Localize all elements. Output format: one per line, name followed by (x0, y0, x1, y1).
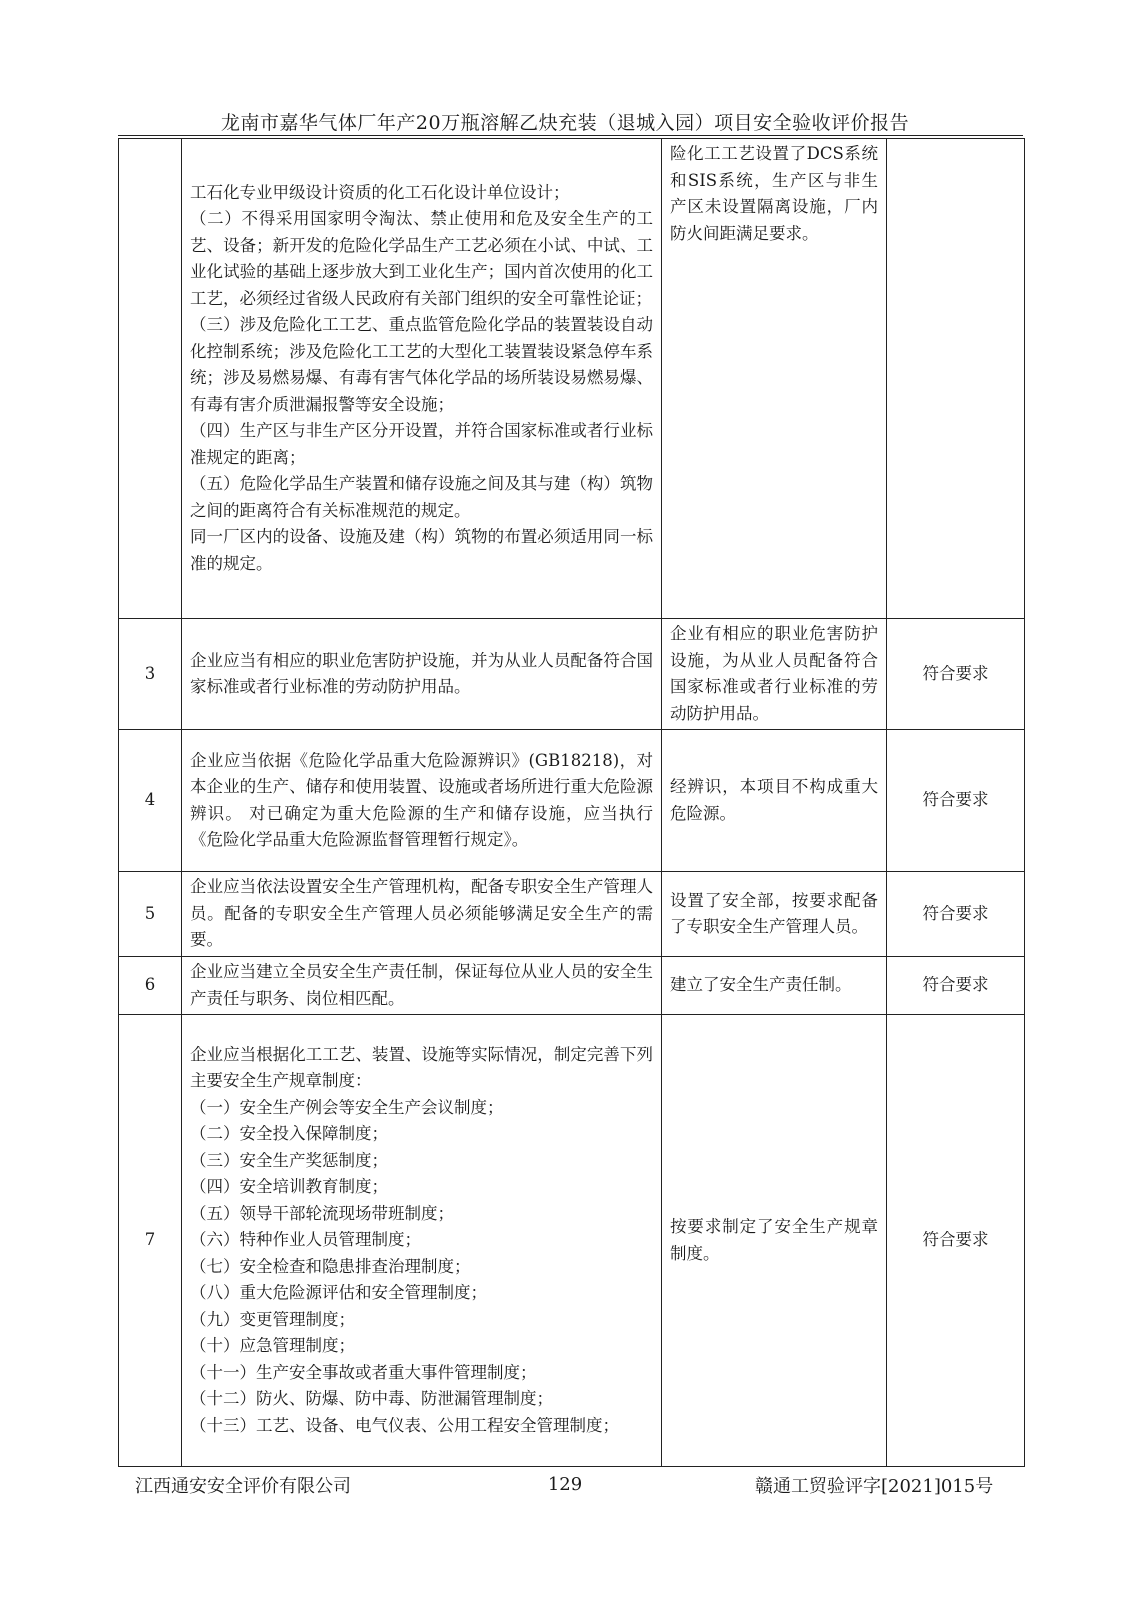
fact-text: 险化工工艺设置了DCS系统和SIS系统，生产区与非生产区未设置隔离设施，厂内防火间距满足要求。 (670, 144, 878, 243)
row-number: 5 (119, 872, 182, 957)
requirement-text: （十二）防火、防爆、防中毒、防泄漏管理制度； (190, 1389, 553, 1409)
requirement-text: 企业应当依法设置安全生产管理机构，配备专职安全生产管理人员。配备的专职安全生产管理人员必须能够满足安全生产的需要。 (190, 877, 653, 950)
table-row (119, 139, 1025, 619)
row-number: 3 (119, 619, 182, 730)
row-number (119, 139, 182, 619)
requirement-cell (182, 872, 662, 957)
fact-text: 企业有相应的职业危害防护设施，为从业人员配备符合国家标准或者行业标准的劳动防护用品。 (670, 624, 878, 723)
requirement-text: （六）特种作业人员管理制度； (190, 1230, 421, 1250)
requirement-text: 企业应当有相应的职业危害防护设施，并为从业人员配备符合国家标准或者行业标准的劳动防护用品。 (190, 650, 653, 696)
fact-cell (662, 872, 887, 957)
fact-cell (662, 730, 887, 872)
requirement-text: （一）安全生产例会等安全生产会议制度； (190, 1097, 504, 1117)
row-number: 6 (119, 957, 182, 1015)
fact-text: 经辨识，本项目不构成重大危险源。 (670, 777, 878, 823)
requirement-text: （二）安全投入保障制度； (190, 1124, 388, 1144)
page-header-title: 龙南市嘉华气体厂年产20万瓶溶解乙炔充装（退城入园）项目安全验收评价报告 (220, 112, 910, 134)
table-row (119, 957, 1025, 1015)
result-cell (887, 139, 1025, 619)
requirement-cell (182, 1015, 662, 1467)
table-row (119, 619, 1025, 730)
requirement-text: 企业应当根据化工工艺、装置、设施等实际情况，制定完善下列主要安全生产规章制度： (190, 1044, 653, 1091)
page-number: 129 (547, 1474, 583, 1495)
requirement-text: （十）应急管理制度； (190, 1336, 355, 1356)
requirement-text: （九）变更管理制度； (190, 1309, 355, 1329)
requirement-text: （二）不得采用国家明令淘汰、禁止使用和危及安全生产的工艺、设备；新开发的危险化学品生产工艺必须在小试、中试、工业化试验的基础上逐步放大到工业化生产；国内首次使用的化工工艺，必须经过省级人民政府有关部门组织的安全可靠性论证； (190, 209, 653, 308)
row-number: 4 (119, 730, 182, 872)
table-row (119, 730, 1025, 872)
requirement-text: （十一）生产安全事故或者重大事件管理制度； (190, 1362, 537, 1382)
table-row (119, 1015, 1025, 1467)
footer-company: 江西通安安全评价有限公司 (135, 1476, 351, 1497)
header-rule (118, 135, 1023, 136)
requirement-text: 企业应当建立全员安全生产责任制，保证每位从业人员的安全生产责任与职务、岗位相匹配。 (190, 962, 653, 1008)
requirement-text: （五）危险化学品生产装置和储存设施之间及其与建（构）筑物之间的距离符合有关标准规范的规定。 (190, 474, 653, 520)
requirement-cell (182, 957, 662, 1015)
requirement-cell (182, 139, 662, 619)
result-cell: 符合要求 (887, 1015, 1025, 1467)
fact-text: 设置了安全部，按要求配备了专职安全生产管理人员。 (670, 890, 878, 936)
requirement-text: （七）安全检查和隐患排查治理制度； (190, 1256, 471, 1276)
fact-cell (662, 619, 887, 730)
requirement-text: （四）安全培训教育制度； (190, 1177, 388, 1197)
footer-document-number: 赣通工贸验评字[2021]015号 (755, 1476, 994, 1497)
requirement-text: （三）安全生产奖惩制度； (190, 1150, 388, 1170)
result-cell: 符合要求 (887, 872, 1025, 957)
fact-cell (662, 139, 887, 619)
requirement-text: （五）领导干部轮流现场带班制度； (190, 1203, 454, 1223)
result-cell: 符合要求 (887, 957, 1025, 1015)
requirement-cell (182, 730, 662, 872)
evaluation-table (118, 138, 1025, 1467)
requirement-text: 企业应当依据《危险化学品重大危险源辨识》(GB18218)，对本企业的生产、储存和使用装置、设施或者场所进行重大危险源辨识。 对已确定为重大危险源的生产和储存设施，应当执行《危险化学品重大危险源监督管理暂行规定》。 (190, 750, 653, 849)
requirement-text: 工石化专业甲级设计资质的化工石化设计单位设计； (190, 182, 570, 202)
fact-cell (662, 957, 887, 1015)
fact-text: 按要求制定了安全生产规章制度。 (670, 1217, 878, 1263)
requirement-text: （十三）工艺、设备、电气仪表、公用工程安全管理制度； (190, 1415, 619, 1435)
requirement-text: 同一厂区内的设备、设施及建（构）筑物的布置必须适用同一标准的规定。 (190, 527, 653, 573)
result-cell: 符合要求 (887, 730, 1025, 872)
row-number: 7 (119, 1015, 182, 1467)
fact-cell (662, 1015, 887, 1467)
requirement-text: （三）涉及危险化工工艺、重点监管危险化学品的装置装设自动化控制系统；涉及危险化工工艺的大型化工装置装设紧急停车系统；涉及易燃易爆、有毒有害气体化学品的场所装设易燃易爆、有毒有害介质泄漏报警等安全设施； (190, 315, 653, 414)
requirement-text: （四）生产区与非生产区分开设置，并符合国家标准或者行业标准规定的距离； (190, 421, 653, 467)
table-row (119, 872, 1025, 957)
fact-text: 建立了安全生产责任制。 (670, 975, 852, 995)
requirement-cell (182, 619, 662, 730)
requirement-text: （八）重大危险源评估和安全管理制度； (190, 1283, 487, 1303)
result-cell: 符合要求 (887, 619, 1025, 730)
